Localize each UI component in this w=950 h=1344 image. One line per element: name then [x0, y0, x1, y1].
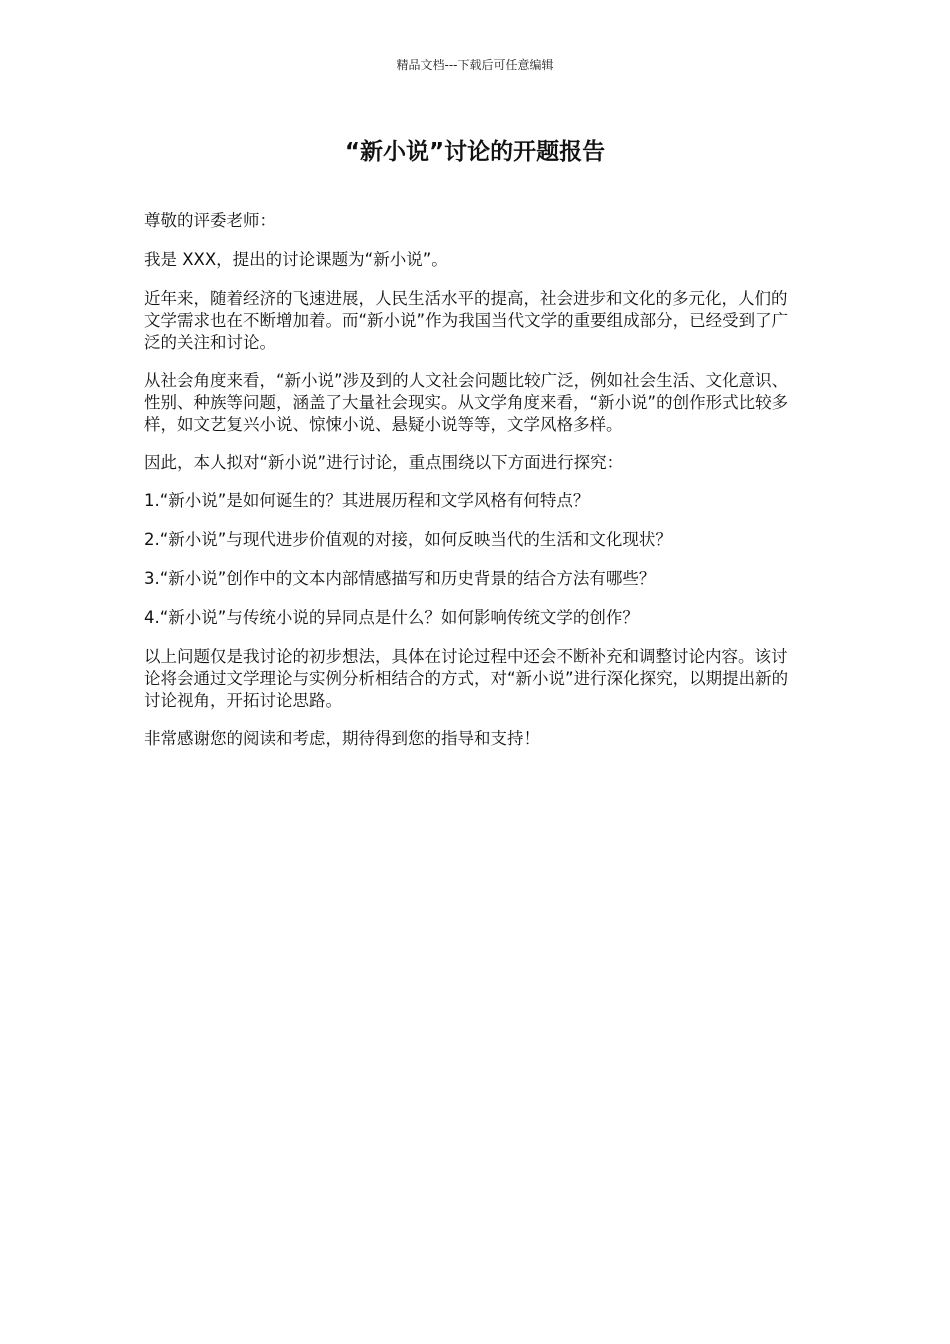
question-item: 2.“新小说”与现代进步价值观的对接，如何反映当代的生活和文化现状？ [144, 530, 672, 549]
closing-paragraph: 以上问题仅是我讨论的初步想法，具体在讨论过程中还会不断补充和调整讨论内容。该讨论将会通过文学理论与实例分析相结合的方式，对“新小说”进行深化探究，以期提出新的讨论视角，开拓讨论思路。 [144, 647, 789, 710]
body-paragraph: 近年来，随着经济的飞速进展，人民生活水平的提高，社会进步和文化的多元化，人们的文学需求也在不断增加着。而“新小说”作为我国当代文学的重要组成部分，已经受到了广泛的关注和讨论。 [144, 289, 789, 352]
question-item: 4.“新小说”与传统小说的异同点是什么？如何影响传统文学的创作？ [144, 608, 639, 627]
question-item: 3.“新小说”创作中的文本内部情感描写和历史背景的结合方法有哪些？ [144, 569, 656, 588]
document-body [144, 210, 800, 766]
body-paragraph: 从社会角度来看，“新小说”涉及到的人文社会问题比较广泛，例如社会生活、文化意识、性别、种族等问题，涵盖了大量社会现实。从文学角度来看，“新小说”的创作形式比较多样，如文艺复兴小说、惊悚小说、悬疑小说等等，文学风格多样。 [144, 371, 789, 434]
greeting-line: 尊敬的评委老师： [144, 211, 276, 230]
thanks-line: 非常感谢您的阅读和考虑，期待得到您的指导和支持！ [144, 729, 540, 748]
body-paragraph: 因此，本人拟对“新小说”进行讨论，重点围绕以下方面进行探究： [144, 453, 624, 472]
question-item: 1.“新小说”是如何诞生的？其进展历程和文学风格有何特点？ [144, 491, 590, 510]
document-title: “新小说”讨论的开题报告 [344, 139, 606, 165]
page-header-note: 精品文档---下载后可任意编辑 [396, 58, 554, 72]
intro-paragraph: 我是 XXX，提出的讨论课题为“新小说”。 [144, 250, 448, 269]
